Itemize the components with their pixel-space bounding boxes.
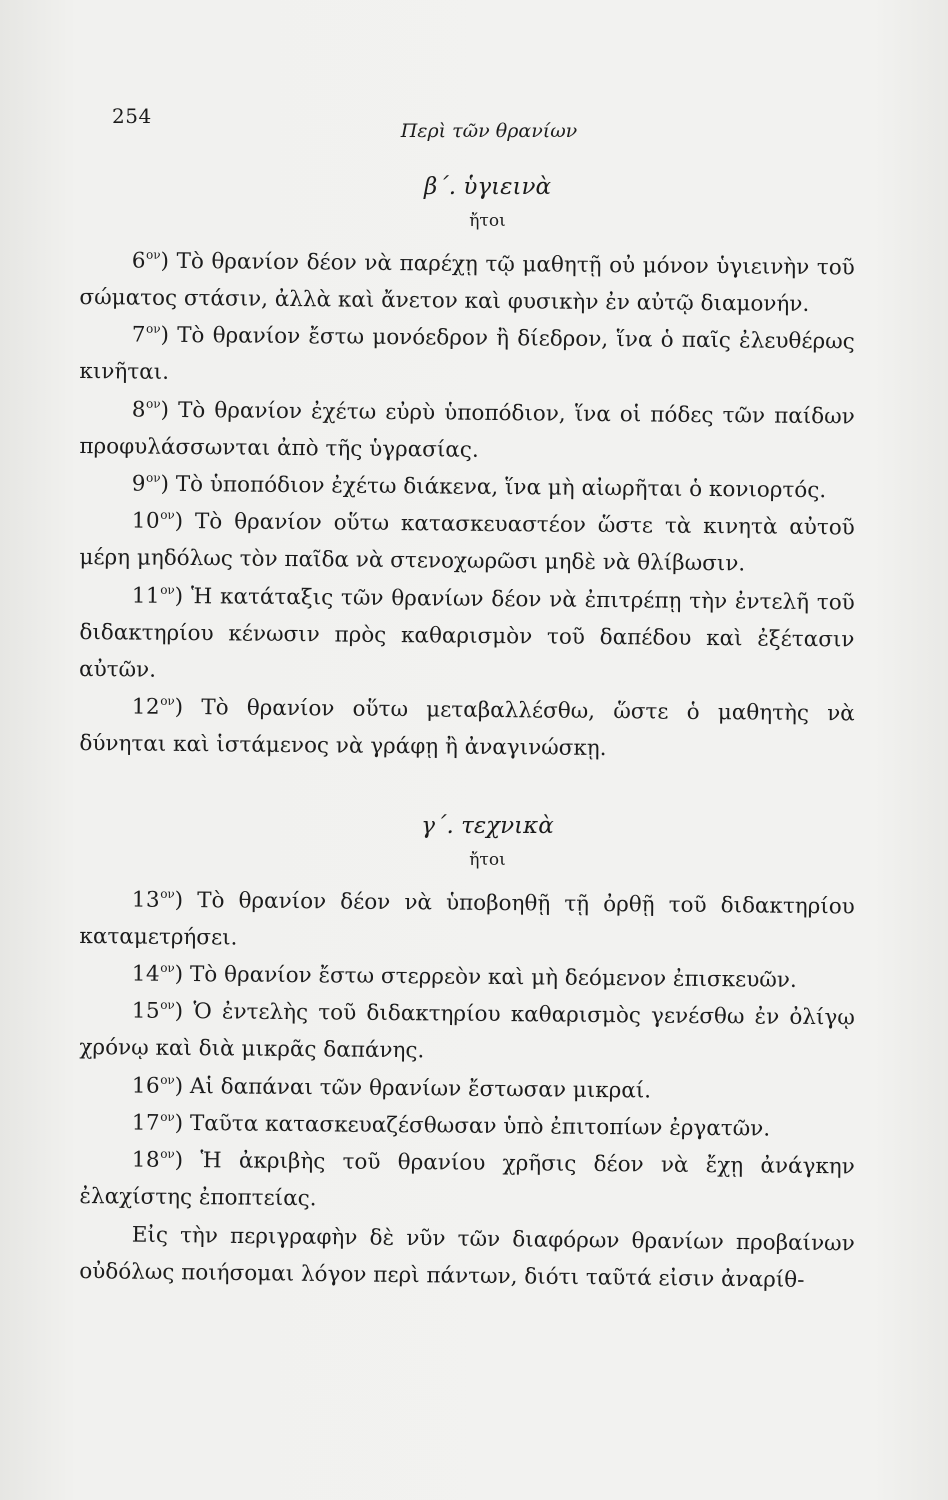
rule-8: $8^{o\nu}$) Τὸ θρανίον ἐχέτω εὐρὺ ὑποπόδιον, ἵνα οἱ πόδες τῶν παίδων προφυλάσσωνται ἀπὸ τῆς ὑγρασίας. [79, 396, 855, 463]
rule-text: Αἱ δαπάναι τῶν θρανίων ἔστωσαν μικραί. [189, 1073, 652, 1104]
rule-text: Τὸ θρανίον ἔστω μονόεδρον ἢ δίεδρον, ἵνα ὁ παῖς ἐλευθέρως κινῆται. [79, 323, 855, 386]
rule-13: $13^{o\nu}$) Τὸ θρανίον δέον νὰ ὑποβοηθῇ τῇ ὀρθῇ τοῦ διδακτηρίου καταμετρήσει. [79, 886, 855, 951]
rule-text: Τὸ θρανίον ἐχέτω εὐρὺ ὑποπόδιον, ἵνα οἱ πόδες τῶν παίδων προφυλάσσωνται ἀπὸ τῆς ὑγρασίας. [79, 397, 855, 463]
rule-text: Τὸ θρανίον οὕτω κατασκευαστέον ὥστε τὰ κινητὰ αὐτοῦ μέρη μηδόλως τὸν παῖδα νὰ στενοχωρῶσι μηδὲ νὰ θλίβωσιν. [79, 509, 855, 578]
rule-number-suffix: ον [160, 694, 175, 709]
running-title: Περὶ τῶν θρανίων [400, 120, 578, 142]
section-subtitle: ἤτοι [469, 849, 506, 870]
closing-paragraph: Εἰς τὴν περιγραφὴν δὲ νῦν τῶν διαφόρων θρανίων προβαίνων οὐδόλως ποιήσομαι λόγον περὶ πάντων, διότι ταῦτά εἰσιν ἀναρίθ- [79, 1222, 855, 1293]
rule-11: $11^{o\nu}$) Ἡ κατάταξις τῶν θρανίων δέον νὰ ἐπιτρέπῃ τὴν ἐντελῆ τοῦ διδακτηρίου κένωσιν πρὸς καθαρισμὸν τοῦ δαπέδου καὶ ἐξέτασιν αὐτῶν. [78, 582, 855, 683]
rule-18: $18^{o\nu}$) Ἡ ἀκριβὴς τοῦ θρανίου χρῆσις δέον νὰ ἔχῃ ἀνάγκην ἐλαχίστης ἐποπτείας. [79, 1147, 855, 1212]
rule-number: 8 [131, 397, 147, 423]
rule-number: 6 [131, 248, 147, 274]
section-hygienic [80, 168, 855, 763]
rule-number: 15 [131, 998, 161, 1025]
rule-number-suffix: ον [160, 998, 175, 1013]
rule-14: $14^{o\nu}$) Τὸ θρανίον ἔστω στερρεὸν καὶ μὴ δεόμενον ἐπισκευῶν. [131, 961, 797, 994]
rule-16: $16^{o\nu}$) Αἱ δαπάναι τῶν θρανίων ἔστωσαν μικραί. [131, 1072, 652, 1104]
rule-7: $7^{o\nu}$) Τὸ θρανίον ἔστω μονόεδρον ἢ δίεδρον, ἵνα ὁ παῖς ἐλευθέρως κινῆται. [79, 322, 855, 386]
rule-number-suffix: ον [146, 247, 161, 262]
rule-number-suffix: ον [146, 322, 161, 337]
rule-12: $12^{o\nu}$) Τὸ θρανίον οὕτω μεταβαλλέσθω, ὥστε ὁ μαθητὴς νὰ δύνηται καὶ ἱστάμενος νὰ γράφῃ ἢ ἀναγινώσκῃ. [79, 694, 855, 762]
rule-9: $9^{o\nu}$) Τὸ ὑποπόδιον ἐχέτω διάκενα, ἵνα μὴ αἰωρῆται ὁ κονιορτός. [131, 470, 827, 504]
rule-text: Τὸ θρανίον δέον νὰ ὑποβοηθῇ τῇ ὀρθῇ τοῦ διδακτηρίου καταμετρήσει. [79, 887, 855, 951]
rule-number-suffix: ον [160, 961, 175, 976]
page-number: 254 [112, 104, 152, 128]
rule-number: 14 [131, 961, 161, 988]
page-body [78, 168, 855, 1293]
rule-6: $6^{o\nu}$) Τὸ θρανίον δέον νὰ παρέχῃ τῷ μαθητῇ οὐ μόνον ὑγιεινὴν τοῦ σώματος στάσιν, ἀλλὰ καὶ ἄνετον καὶ φυσικὴν ἐν αὐτῷ διαμονήν. [79, 247, 855, 318]
rule-number: 13 [131, 887, 161, 913]
rule-number-suffix: ον [146, 396, 161, 411]
section-subtitle: ἤτοι [469, 211, 506, 231]
rule-number-suffix: ον [160, 582, 175, 597]
rule-number-suffix: ον [160, 1109, 175, 1124]
rule-number: 17 [131, 1110, 161, 1136]
rule-text: Τὸ θρανίον ἔστω στερρεὸν καὶ μὴ δεόμενον ἐπισκευῶν. [189, 962, 797, 994]
rule-number: 11 [131, 583, 161, 609]
rule-10: $10^{o\nu}$) Τὸ θρανίον οὕτω κατασκευαστέον ὥστε τὰ κινητὰ αὐτοῦ μέρη μηδόλως τὸν παῖδα νὰ στενοχωρῶσι μηδὲ νὰ θλίβωσιν. [79, 508, 855, 578]
rule-number: 10 [131, 508, 161, 535]
rule-17: $17^{o\nu}$) Ταῦτα κατασκευαζέσθωσαν ὑπὸ ἐπιτοπίων ἐργατῶν. [131, 1109, 771, 1142]
rule-number: 16 [131, 1073, 161, 1099]
section-title: γ΄. τεχνικὰ [421, 812, 554, 839]
section-title: β΄. ὑγιεινὰ [423, 174, 552, 200]
rule-number: 18 [131, 1147, 161, 1174]
rule-text: Ταῦτα κατασκευαζέσθωσαν ὑπὸ ἐπιτοπίων ἐργατῶν. [189, 1111, 771, 1142]
rule-number-suffix: ον [160, 1147, 175, 1162]
rule-text: Τὸ ὑποπόδιον ἐχέτω διάκενα, ἵνα μὴ αἰωρῆται ὁ κονιορτός. [175, 472, 827, 504]
rule-number-suffix: ον [160, 886, 175, 901]
rule-text: Ἡ ἀκριβὴς τοῦ θρανίου χρῆσις δέον νὰ ἔχῃ ἀνάγκην ἐλαχίστης ἐποπτείας. [79, 1148, 855, 1212]
rule-text: Ὁ ἐντελὴς τοῦ διδακτηρίου καθαρισμὸς γενέσθω ἐν ὀλίγῳ χρόνῳ καὶ διὰ μικρᾶς δαπάνης. [79, 999, 855, 1064]
rule-text: Τὸ θρανίον δέον νὰ παρέχῃ τῷ μαθητῇ οὐ μόνον ὑγιεινὴν τοῦ σώματος στάσιν, ἀλλὰ καὶ ἄνετον καὶ φυσικὴν ἐν αὐτῷ διαμονήν. [79, 248, 855, 318]
rule-number: 7 [131, 322, 147, 349]
rule-number-suffix: ον [160, 1072, 175, 1087]
rule-15: $15^{o\nu}$) Ὁ ἐντελὴς τοῦ διδακτηρίου καθαρισμὸς γενέσθω ἐν ὀλίγῳ χρόνῳ καὶ διὰ μικρᾶς δαπάνης. [79, 998, 855, 1064]
section-spacer [80, 763, 855, 807]
rule-text: Ἡ κατάταξις τῶν θρανίων δέον νὰ ἐπιτρέπῃ τὴν ἐντελῆ τοῦ διδακτηρίου κένωσιν πρὸς καθαρισμὸν τοῦ δαπέδου καὶ ἐξέτασιν αὐτῶν. [78, 583, 855, 683]
rule-text: Τὸ θρανίον οὕτω μεταβαλλέσθω, ὥστε ὁ μαθητὴς νὰ δύνηται καὶ ἱστάμενος νὰ γράφῃ ἢ ἀναγινώσκῃ. [79, 695, 855, 762]
rule-number-suffix: ον [160, 508, 175, 523]
rule-number-suffix: ον [146, 470, 161, 485]
rule-number: 12 [131, 694, 161, 721]
section-technical [80, 807, 855, 1216]
rule-number: 9 [131, 471, 147, 497]
